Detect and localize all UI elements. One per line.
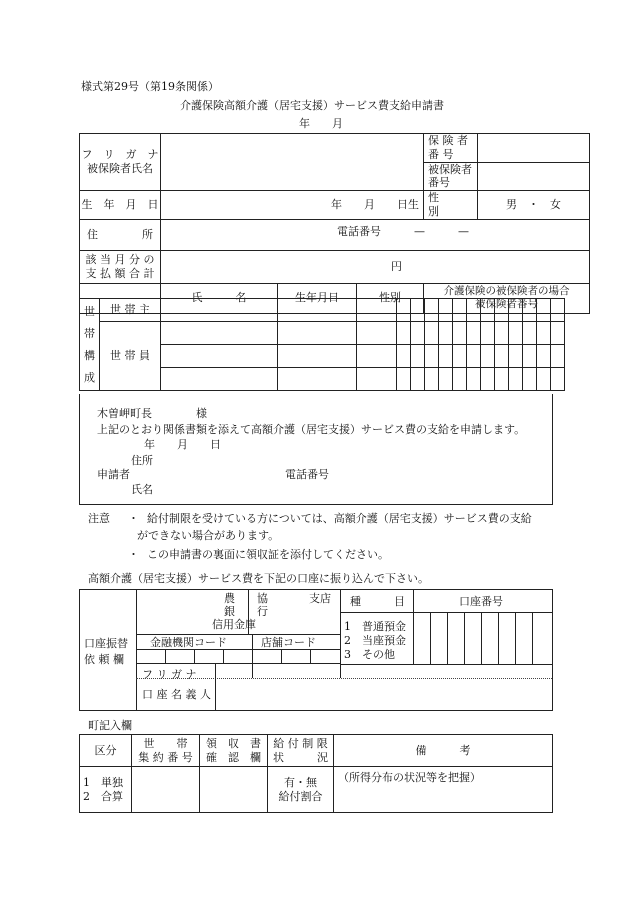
- hh-char-2: 帯: [84, 326, 95, 340]
- furigana-label: フ リ ガ ナ: [81, 148, 159, 162]
- account-holder-label: 口 座 名 義 人: [142, 688, 211, 701]
- col-limit-line1: 給 付 制 限: [273, 736, 328, 750]
- head-birth-field[interactable]: [278, 299, 357, 322]
- hh-char-3: 構: [84, 348, 95, 362]
- member3-sex-field[interactable]: [357, 368, 397, 391]
- note2-bullet: ・: [128, 548, 139, 561]
- hh-char-1: 世: [84, 304, 95, 318]
- note1-line2: ができない場合があります。: [137, 529, 280, 542]
- applicant-phone-label: 電話番号: [285, 468, 329, 481]
- applicant-name-label: 氏名: [131, 483, 153, 496]
- kind-label: 種 目: [350, 595, 405, 608]
- inst-type-bank: 銀 行: [224, 605, 268, 618]
- member2-name-field[interactable]: [161, 345, 278, 368]
- applicant-table: [79, 133, 590, 314]
- receipt-check-field[interactable]: [200, 767, 268, 813]
- branch-label: 支店: [309, 592, 331, 605]
- inst-type-shinkin: 信用金庫: [212, 618, 256, 631]
- amount-label-line2: 支 払 額 合 計: [85, 266, 155, 280]
- account-number-label: 口座番号: [459, 595, 503, 608]
- limit-cell[interactable]: [268, 767, 334, 813]
- note1-line1: 給付制限を受けている方については、高額介護（居宅支援）サービス費の支給: [147, 512, 532, 525]
- member1-birth-field[interactable]: [278, 322, 357, 345]
- holder-furigana-label: フ リ ガ ナ: [142, 668, 197, 681]
- member2-birth-field[interactable]: [278, 345, 357, 368]
- transfer-label-1: 口座振替: [84, 637, 128, 650]
- household-vertical-label: [80, 299, 100, 391]
- setai-number-field[interactable]: [132, 767, 200, 813]
- transfer-label-2: 依 頼 欄: [84, 653, 124, 666]
- phone-label: 電話番号 — —: [337, 224, 469, 238]
- note1-bullet: ・: [128, 512, 139, 525]
- member1-sex-field[interactable]: [357, 322, 397, 345]
- bank-intro: 高額介護（居宅支援）サービス費を下記の口座に振り込んで下さい。: [88, 572, 429, 585]
- form-title: 介護保険高額介護（居宅支援）サービス費支給申請書: [180, 99, 444, 112]
- kubun-cell[interactable]: [80, 767, 132, 813]
- member3-birth-field[interactable]: [278, 368, 357, 391]
- application-date: 年 月 日: [144, 438, 221, 451]
- amount-label-line1: 該 当 月 分 の: [85, 252, 155, 266]
- limit-ratio: 給付割合: [278, 789, 323, 803]
- application-text: 上記のとおり関係書類を添えて高額介護（居宅支援）サービス費の支給を申請します。: [97, 423, 526, 436]
- col-setai-line2: 集 約 番 号: [138, 750, 193, 764]
- kind-current: 2 当座預金: [344, 634, 406, 647]
- household-head-label: 世 帯 主: [100, 299, 161, 322]
- col-setai-line1: 世 帯: [143, 736, 188, 750]
- addressee: 木曽岬町長 様: [97, 407, 207, 420]
- birth-label: 生 年 月 日: [80, 191, 161, 220]
- yen-label: 円: [391, 259, 402, 273]
- col-limit: [268, 735, 334, 767]
- header-date: 年 月: [299, 117, 343, 130]
- kind-other: 3 その他: [344, 648, 395, 661]
- remarks-text: （所得分布の状況等を把握）: [338, 771, 481, 784]
- branch-code-label: 店舗コード: [261, 636, 316, 649]
- address-field[interactable]: [161, 219, 590, 250]
- household-table: [79, 298, 565, 391]
- col-receipt: [200, 735, 268, 767]
- col-insured-line2: 被保険者番号: [475, 298, 539, 310]
- col-receipt-line1: 領 収 書: [206, 736, 261, 750]
- sex-field[interactable]: 男 ・ 女: [478, 191, 590, 220]
- limit-yes-no: 有・無: [284, 775, 317, 789]
- town-section-title: 町記入欄: [88, 719, 132, 732]
- note2-text: この申請書の裏面に領収証を添付してください。: [147, 548, 389, 561]
- notes-label: 注意: [88, 512, 110, 525]
- kubun-combined: 2 合算: [83, 789, 123, 803]
- member1-name-field[interactable]: [161, 322, 278, 345]
- town-table: [79, 734, 553, 813]
- household-member-label: 世 帯 員: [100, 322, 161, 391]
- col-setai: [132, 735, 200, 767]
- member2-sex-field[interactable]: [357, 345, 397, 368]
- col-sex: 性別: [357, 283, 424, 313]
- address-label: 住 所: [80, 219, 161, 250]
- hh-char-4: 成: [84, 370, 95, 384]
- bank-box: [79, 589, 553, 711]
- inst-code-label: 金融機関コード: [150, 636, 227, 649]
- col-insured-line1: 介護保険の被保険者の場合: [443, 284, 570, 297]
- form-number: 様式第29号（第19条関係）: [81, 80, 219, 93]
- col-birth: 生年月日: [278, 283, 357, 313]
- birth-field[interactable]: 年 月 日生: [161, 191, 424, 220]
- remarks-field[interactable]: [334, 767, 553, 813]
- head-name-field[interactable]: [161, 299, 278, 322]
- name-label-cell: [80, 134, 161, 191]
- col-kubun: 区分: [80, 735, 132, 767]
- col-receipt-line2: 確 認 欄: [206, 750, 261, 764]
- applicant-label: 申請者: [97, 468, 130, 481]
- kind-ordinary: 1 普通預金: [344, 620, 406, 633]
- col-name: 氏 名: [161, 283, 278, 313]
- col-remarks: 備 考: [334, 735, 553, 767]
- insurer-number-field[interactable]: [478, 134, 590, 163]
- holder-furigana-field[interactable]: [217, 665, 551, 677]
- member3-name-field[interactable]: [161, 368, 278, 391]
- amount-label: [80, 250, 161, 283]
- amount-field[interactable]: [161, 250, 590, 283]
- insured-number-field[interactable]: [478, 162, 590, 191]
- kubun-single: 1 単独: [83, 775, 123, 789]
- insured-name-field[interactable]: [161, 134, 424, 191]
- col-limit-line2: 状 況: [273, 750, 328, 764]
- sex-label: 性 別: [424, 191, 478, 220]
- applicant-address-label: 住所: [131, 454, 153, 467]
- insurer-number-label: 保 険 者 番 号: [424, 134, 478, 163]
- account-holder-field[interactable]: [217, 680, 551, 709]
- insured-number-label: 被保険者番号: [424, 162, 478, 191]
- inst-type-coop: 農 協: [224, 592, 268, 605]
- head-sex-field[interactable]: [357, 299, 397, 322]
- insured-name-label: 被保険者氏名: [87, 162, 153, 175]
